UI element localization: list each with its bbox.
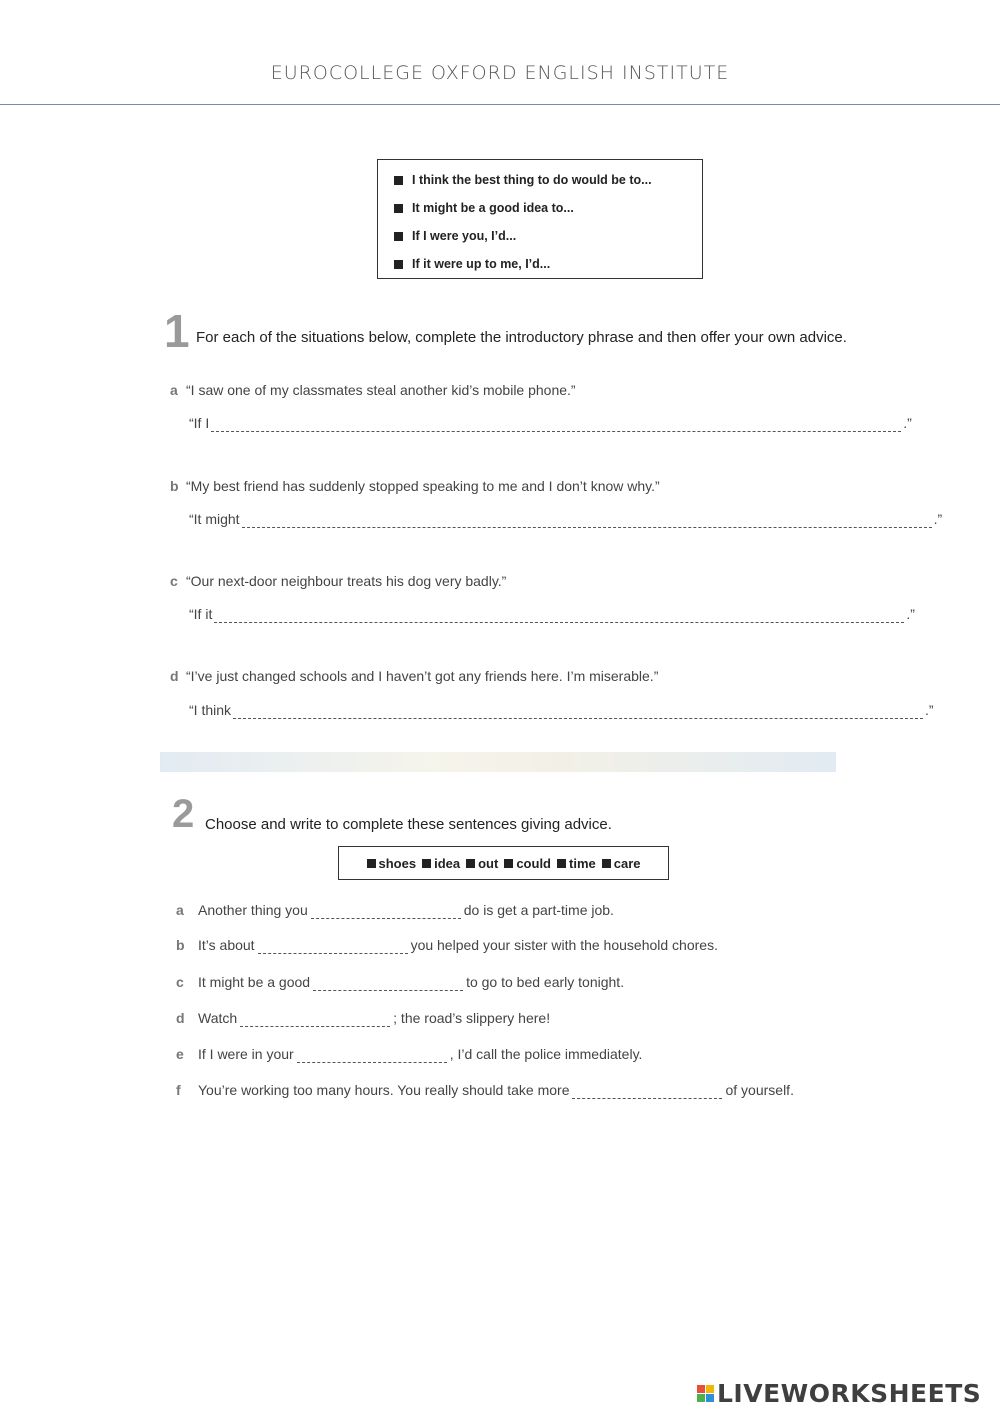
- item-letter: b: [176, 937, 185, 953]
- situation-a: “I saw one of my classmates steal another kid’s mobile phone.”: [186, 382, 576, 398]
- bullet-square-icon: [394, 232, 403, 241]
- gap-sentence-c: [176, 974, 624, 991]
- situation-d: “I’ve just changed schools and I haven’t got any friends here. I’m miserable.”: [186, 668, 659, 684]
- gap-input-d[interactable]: [240, 1012, 390, 1027]
- advice-phrases-box: [377, 159, 703, 279]
- bullet-square-icon: [367, 859, 376, 868]
- bullet-square-icon: [394, 260, 403, 269]
- item-letter: c: [170, 573, 178, 589]
- response-end: .”: [903, 415, 912, 431]
- response-prompt: “If I: [189, 415, 210, 431]
- gap-input-c[interactable]: [313, 976, 463, 991]
- gap-input-f[interactable]: [572, 1084, 722, 1099]
- logo-square: [697, 1394, 705, 1402]
- answer-input-d[interactable]: [233, 704, 923, 719]
- logo-text: LIVEWORKSHEETS: [717, 1378, 982, 1408]
- gap-input-e[interactable]: [297, 1048, 447, 1063]
- response-prompt: “If it: [189, 606, 213, 622]
- exercise-1-instruction: For each of the situations below, complete the introductory phrase and then offer your own advice.: [196, 329, 847, 346]
- sentence-before: Watch: [198, 1010, 238, 1026]
- answer-input-a[interactable]: [211, 417, 901, 432]
- gap-input-a[interactable]: [311, 904, 461, 919]
- item-letter: e: [176, 1046, 184, 1062]
- sentence-after: you helped your sister with the household chores.: [410, 937, 718, 953]
- situation-b: “My best friend has suddenly stopped speaking to me and I don’t know why.”: [186, 478, 660, 494]
- decorative-banner-strip: [160, 752, 836, 772]
- sentence-after: of yourself.: [725, 1082, 794, 1098]
- sentence-after: , I’d call the police immediately.: [449, 1046, 643, 1062]
- phrase-text: I think the best thing to do would be to...: [412, 173, 652, 187]
- response-line-d: [189, 702, 934, 719]
- item-letter: b: [170, 478, 179, 494]
- logo-grid-icon: [697, 1385, 714, 1402]
- word-text: idea: [434, 855, 461, 871]
- word-text: out: [478, 855, 499, 871]
- response-prompt: “It might: [189, 511, 240, 527]
- gap-sentence-d: [176, 1010, 550, 1027]
- bullet-square-icon: [602, 859, 611, 868]
- sentence-before: If I were in your: [198, 1046, 294, 1062]
- item-letter: a: [176, 902, 184, 918]
- word-bank-box: [338, 846, 669, 880]
- page-header-title: EUROCOLLEGE OXFORD ENGLISH INSTITUTE: [270, 62, 730, 84]
- word-bank-item: [557, 856, 596, 871]
- exercise-2-number: 2: [172, 792, 195, 836]
- response-end: .”: [906, 606, 915, 622]
- exercise-1-number: 1: [164, 305, 190, 357]
- bullet-square-icon: [466, 859, 475, 868]
- phrase-text: It might be a good idea to...: [412, 201, 574, 215]
- response-line-b: [189, 511, 942, 528]
- logo-square: [697, 1385, 705, 1393]
- word-text: care: [613, 855, 641, 871]
- response-end: .”: [933, 511, 943, 527]
- item-letter: f: [176, 1082, 181, 1098]
- item-letter: c: [176, 974, 184, 990]
- bullet-square-icon: [422, 859, 431, 868]
- phrase-item: [394, 194, 702, 222]
- gap-input-b[interactable]: [258, 939, 408, 954]
- item-letter: a: [170, 382, 178, 398]
- answer-input-b[interactable]: [242, 513, 932, 528]
- logo-square: [706, 1385, 714, 1393]
- word-bank-item: [466, 856, 498, 871]
- sentence-before: You’re working too many hours. You really should take more: [198, 1082, 570, 1098]
- sentence-after: to go to bed early tonight.: [466, 974, 625, 990]
- word-text: time: [569, 855, 596, 871]
- sentence-after: do is get a part-time job.: [463, 902, 614, 918]
- response-prompt: “I think: [189, 702, 232, 718]
- sentence-before: It’s about: [198, 937, 255, 953]
- answer-input-c[interactable]: [214, 608, 904, 623]
- gap-sentence-a: [176, 902, 614, 919]
- bullet-square-icon: [394, 204, 403, 213]
- item-letter: d: [170, 668, 179, 684]
- word-bank-item: [367, 856, 417, 871]
- word-bank-item: [504, 856, 551, 871]
- header-divider: [0, 104, 1000, 105]
- gap-sentence-e: [176, 1046, 642, 1063]
- phrase-text: If it were up to me, I’d...: [412, 257, 551, 271]
- word-bank-item: [602, 856, 641, 871]
- response-line-c: [189, 606, 915, 623]
- response-end: .”: [925, 702, 934, 718]
- sentence-before: It might be a good: [198, 974, 311, 990]
- phrase-text: If I were you, I’d...: [412, 229, 517, 243]
- bullet-square-icon: [504, 859, 513, 868]
- gap-sentence-b: [176, 937, 718, 954]
- exercise-2-instruction: Choose and write to complete these sentences giving advice.: [205, 816, 612, 833]
- item-letter: d: [176, 1010, 185, 1026]
- phrase-item: [394, 250, 702, 278]
- bullet-square-icon: [557, 859, 566, 868]
- situation-c: “Our next-door neighbour treats his dog very badly.”: [186, 573, 507, 589]
- liveworksheets-logo: [697, 1377, 981, 1409]
- response-line-a: [189, 415, 912, 432]
- sentence-after: ; the road’s slippery here!: [393, 1010, 551, 1026]
- bullet-square-icon: [394, 176, 403, 185]
- word-text: could: [516, 855, 551, 871]
- word-text: shoes: [378, 855, 417, 871]
- logo-square: [706, 1394, 714, 1402]
- gap-sentence-f: [176, 1082, 794, 1099]
- phrase-item: [394, 222, 702, 250]
- word-bank-item: [422, 856, 460, 871]
- phrase-item: [394, 166, 702, 194]
- sentence-before: Another thing you: [198, 902, 308, 918]
